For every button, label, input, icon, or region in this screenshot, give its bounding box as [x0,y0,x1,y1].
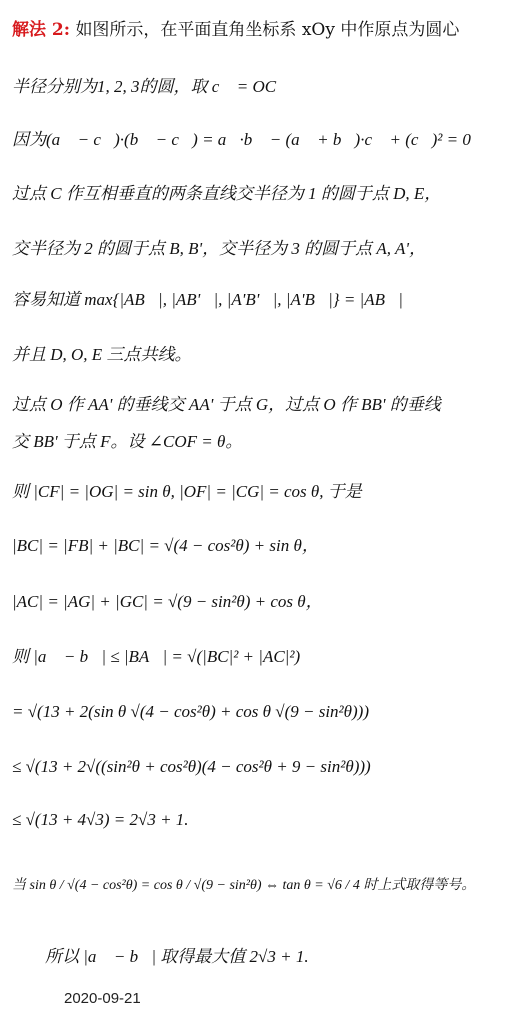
text-line-3: 过点 C 作互相垂直的两条直线交半径为 1 的圆于点 D, E， [12,184,442,203]
text-line-2: 因为(a⃗ − c⃗)·(b⃗ − c⃗) = a⃗·b⃗ − (a⃗ + b⃗)·c⃗ + (c⃗)² = 0， [12,130,485,149]
text-line-10: |BC| = |FB| + |BC| = √(4 − cos²θ) + sin θ， [12,536,319,555]
date-stamp: 2020-09-21 [64,990,141,1007]
text-line-13: = √(13 + 2(sin θ √(4 − cos²θ) + cos θ √(9 − sin²θ))) [12,702,369,721]
text-line-17: 所以 |a⃗ − b⃗| 取得最大值 2√3 + 1. [45,947,309,966]
text-line-6: 并且 D, O, E 三点共线。 [12,345,192,364]
text-line-11: |AC| = |AG| + |GC| = √(9 − sin²θ) + cos θ， [12,592,323,611]
text-line-5: 容易知道 max{|AB⃗|, |AB'⃗|, |A'B'⃗|, |A'B⃗|} = |AB⃗|， [12,290,417,309]
text-line-9: 则 |CF| = |OG| = sin θ, |OF| = |CG| = cos θ, 于是 [12,482,362,501]
text-line-1: 半径分别为1, 2, 3的圆，取 c⃗ = OC⃗， [12,77,303,96]
method-intro-text: 如图所示，在平面直角坐标系 xOy 中作原点为圆心 [75,20,460,40]
text-line-4: 交半径为 2 的圆于点 B, B'，交半径为 3 的圆于点 A, A'， [12,239,427,258]
method-label: 解法 2: [12,20,71,40]
text-line-8: 交 BB' 于点 F。设 ∠COF = θ。 [12,432,243,451]
text-line-14: ≤ √(13 + 2√((sin²θ + cos²θ)(4 − cos²θ + 9 − sin²θ))) [12,757,371,776]
text-line-16: 当 sin θ / √(4 − cos²θ) = cos θ / √(9 − sin²θ) ⇔ tan θ = √6 / 4 时上式取得等号。 [12,878,476,893]
method-heading-line [12,18,511,42]
text-line-12: 则 |a⃗ − b⃗| ≤ |BA⃗| = √(|BC|² + |AC|²) [12,647,301,666]
text-line-7: 过点 O 作 AA' 的垂线交 AA' 于点 G，过点 O 作 BB' 的垂线 [12,395,441,414]
text-line-15: ≤ √(13 + 4√3) = 2√3 + 1. [12,810,189,829]
